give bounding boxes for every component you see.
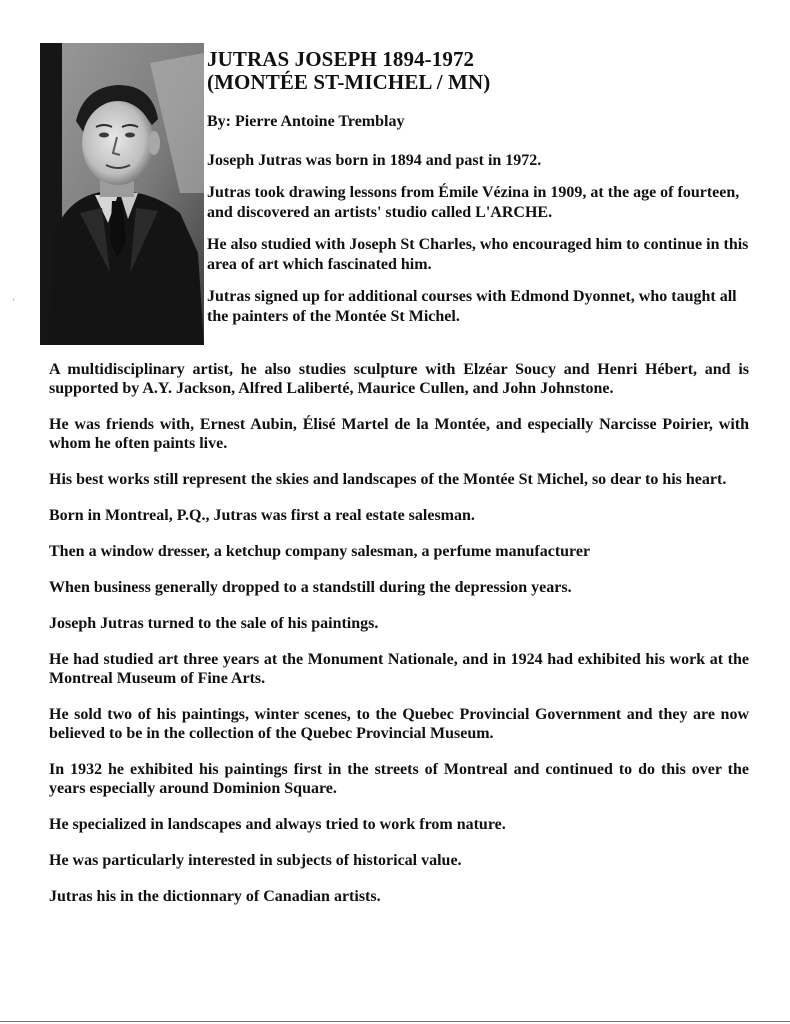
intro-paragraph: Joseph Jutras was born in 1894 and past in 1972.: [207, 152, 542, 169]
intro-paragraph: Jutras took drawing lessons from Émile Vézina in 1909, at the age of fourteen, and discovered an artists' studio called L'ARCHE.: [207, 184, 740, 221]
body-paragraph: Jutras his in the dictionnary of Canadian artists.: [49, 888, 381, 905]
intro-paragraph: Jutras signed up for additional courses with Edmond Dyonnet, who taught all the painters of the Montée St Michel.: [207, 288, 737, 325]
body-paragraph: In 1932 he exhibited his paintings first in the streets of Montreal and continued to do this over the years especially around Dominion Square.: [49, 761, 749, 797]
intro-paragraph: He also studied with Joseph St Charles, who encouraged him to continue in this area of art which fascinated him.: [207, 236, 749, 273]
body-paragraph: Then a window dresser, a ketchup company salesman, a perfume manufacturer: [49, 543, 591, 560]
body-paragraph: When business generally dropped to a standstill during the depression years.: [49, 579, 572, 596]
body-section: [49, 360, 749, 923]
body-paragraph: His best works still represent the skies and landscapes of the Montée St Michel, so dear to his heart.: [49, 471, 727, 488]
bottom-rule: [0, 1021, 790, 1022]
body-paragraph: Born in Montreal, P.Q., Jutras was first a real estate salesman.: [49, 507, 475, 524]
portrait-image: [40, 43, 204, 345]
body-paragraph: A multidisciplinary artist, he also studies sculpture with Elzéar Soucy and Henri Hébert, and is supported by A.Y. Jackson, Alfred Laliberté, Maurice Cullen, and John Johnstone.: [49, 361, 749, 397]
body-paragraph: He sold two of his paintings, winter scenes, to the Quebec Provincial Government and they are now believed to be in the collection of the Quebec Provincial Museum.: [49, 706, 749, 742]
document-title: [207, 48, 752, 94]
title-line-2: (MONTÉE ST-MICHEL / MN): [207, 70, 491, 94]
header-column: [207, 48, 752, 327]
intro-section: [207, 151, 752, 327]
body-paragraph: He had studied art three years at the Monument Nationale, and in 1924 had exhibited his work at the Montreal Museum of Fine Arts.: [49, 651, 749, 687]
portrait-photo: [40, 43, 204, 345]
author-byline: By: Pierre Antoine Tremblay: [207, 113, 405, 130]
body-paragraph: He specialized in landscapes and always tried to work from nature.: [49, 816, 506, 833]
body-paragraph: Joseph Jutras turned to the sale of his paintings.: [49, 615, 379, 632]
body-paragraph: He was particularly interested in subjects of historical value.: [49, 852, 462, 869]
stray-mark: ʼ: [12, 297, 15, 307]
body-paragraph: He was friends with, Ernest Aubin, Élisé Martel de la Montée, and especially Narcisse Poirier, with whom he often paints live.: [49, 416, 749, 452]
title-line-1: JUTRAS JOSEPH 1894-1972: [207, 47, 475, 71]
